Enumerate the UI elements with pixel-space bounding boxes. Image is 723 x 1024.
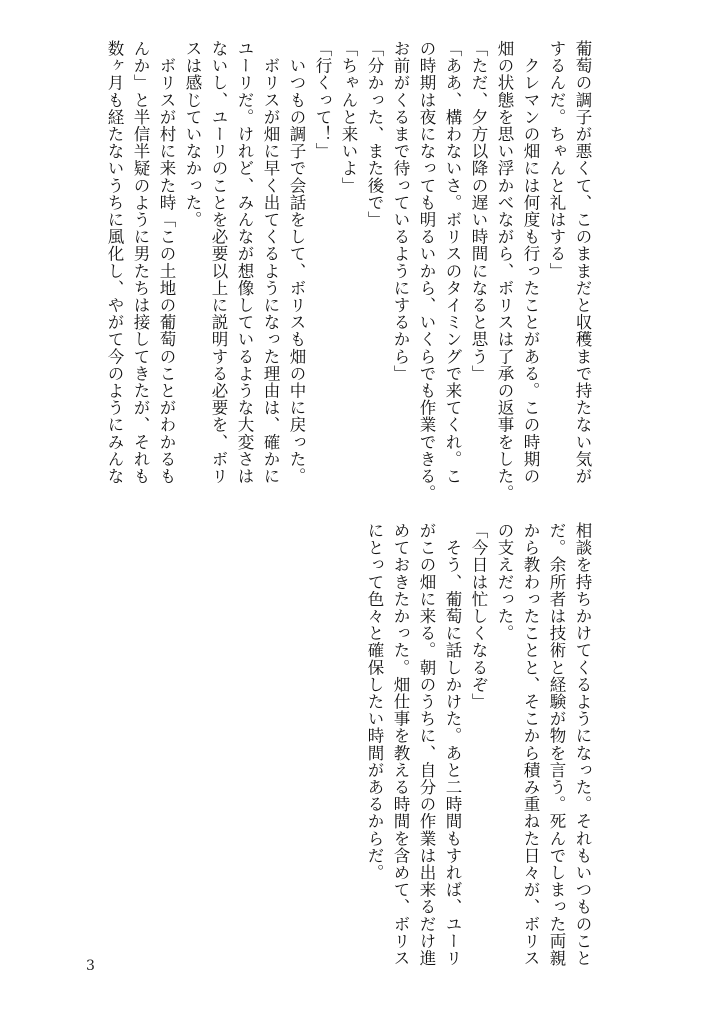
text-line: ボリスが村に来た時「この土地の葡萄のことがわかるも: [157, 40, 176, 485]
text-line: いつもの調子で会話をして、ボリスも畑の中に戻った。: [287, 40, 306, 485]
text-block-upper: [95, 40, 595, 502]
text-line: にとって色々と確保したい時間があるからだ。: [365, 522, 384, 882]
text-line: 「ああ、構わないさ。ボリスのタイミングで来てくれ。こ: [443, 40, 462, 485]
text-line: ボリスが畑に早く出てくるようになった理由は、確かに: [261, 40, 280, 485]
text-line: 畑の状態を思い浮かべながら、ボリスは了承の返事をした。: [495, 40, 514, 502]
text-line: の支えだった。: [495, 522, 514, 642]
text-line: から教わったことと、そこから積み重ねた日々が、ボリス: [521, 522, 540, 967]
text-line: 「行くって！」: [313, 40, 332, 160]
text-line: 「今日は忙しくなるぞ」: [469, 522, 488, 711]
text-line: 「ちゃんと来いよ」: [339, 40, 358, 194]
text-line: の時期は夜になっても明るいから、いくらでも作業できる。: [417, 40, 436, 502]
text-line: ユーリだ。けれど、みんなが想像しているような大変さは: [235, 40, 254, 485]
text-line: お前がくるまで待っているようにするから」: [391, 40, 410, 382]
text-line: 数ヶ月も経たないうちに風化し、やがて今のようにみんな: [105, 40, 124, 485]
text-line: がこの畑に来る。朝のうちに、自分の作業は出来るだけ進: [417, 522, 436, 967]
text-line: 葡萄の調子が悪くて、このままだと収穫まで持たない気が: [573, 40, 592, 485]
page-number: 3: [86, 958, 95, 974]
text-line: クレマンの畑には何度も行ったことがある。この時期の: [521, 40, 540, 485]
text-block-lower: [355, 522, 595, 967]
text-line: スは感じていなかった。: [183, 40, 202, 229]
text-line: だ。余所者は技術と経験が物を言う。死んでしまった両親: [547, 522, 566, 967]
text-line: めておきたかった。畑仕事を教える時間を含めて、ボリス: [391, 522, 410, 967]
text-line: そう、葡萄に話しかけた。あと二時間もすれば、ユーリ: [443, 522, 462, 967]
text-line: するんだ。ちゃんと礼はする」: [547, 40, 566, 280]
text-line: んか」と半信半疑のように男たちは接してきたが、それも: [131, 40, 150, 485]
text-line: 相談を持ちかけてくるようになった。それもいつものこと: [573, 522, 592, 967]
text-line: ないし、ユーリのことを必要以上に説明する必要を、ボリ: [209, 40, 228, 485]
text-line: 「ただ、夕方以降の遅い時間になると思う」: [469, 40, 488, 382]
text-line: 「分かった、また後で」: [365, 40, 384, 229]
